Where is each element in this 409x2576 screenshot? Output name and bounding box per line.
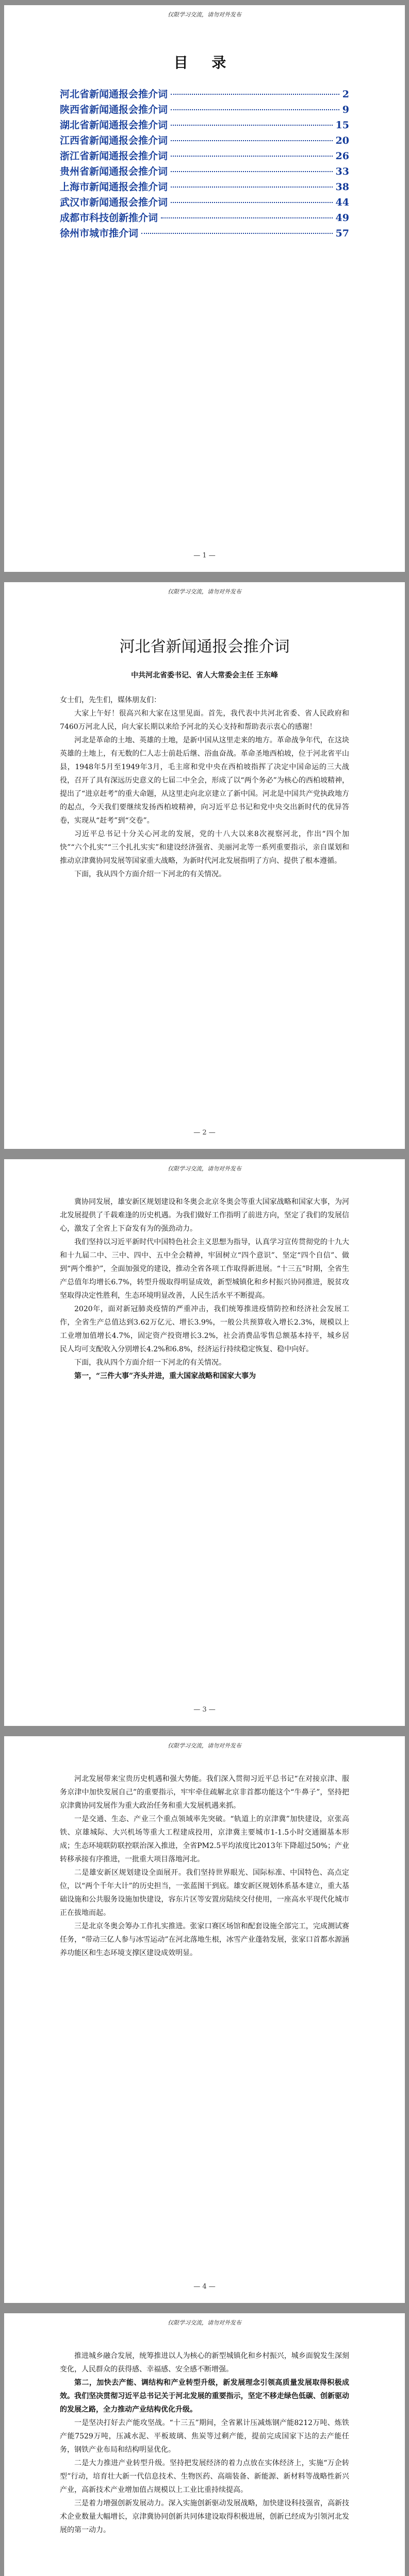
salutation: 女士们，先生们，媒体朋友们： <box>60 696 161 704</box>
toc-item[interactable] <box>60 164 349 179</box>
toc <box>60 36 349 241</box>
toc-item[interactable] <box>60 195 349 210</box>
toc-item-page: 15 <box>335 120 349 131</box>
toc-item-page: 20 <box>335 135 349 146</box>
page-header: 仅限学习交流，请勿对外发布 <box>168 588 241 595</box>
paragraph: 三是北京冬奥会筹办工作扎实推进。张家口赛区场馆和配套设施全部完工，完成测试赛任务，“带动三亿人参与冰雪运动”在河北落地生根，冰雪产业蓬勃发展，张家口首都水源涵养功能区和生态环境支撑区建设成效明显。 <box>60 1922 349 1957</box>
toc-leader-dots <box>171 202 333 203</box>
toc-item-page: 2 <box>342 89 349 100</box>
toc-item[interactable] <box>60 179 349 195</box>
page-2-body <box>60 613 349 881</box>
page-4-body <box>60 1772 349 1960</box>
paragraph: 习近平总书记十分关心河北的发展，党的十八大以来8次视察河北，作出“四个加快”“六个扎实”“三个扎扎实实”和建设经济强省、美丽河北等一系列重要指示，亲自谋划和推动京津冀协同发展等国家重大战略，为新时代河北发展指明了方向、提供了根本遵循。 <box>60 830 349 865</box>
page-1 <box>4 5 405 572</box>
toc-leader-dots <box>171 125 333 126</box>
paragraph: 三是着力增强创新发展动力。深入实施创新驱动发展战略，加快建设科技强省，高新技术企业数量大幅增长，京津冀协同创新共同体建设取得积极进展，创新已经成为引领河北发展的第一动力。 <box>60 2499 349 2534</box>
toc-leader-dots <box>171 156 333 157</box>
toc-leader-dots <box>171 187 333 188</box>
page-3 <box>4 1159 405 1726</box>
paragraph: 河北发展带来宝贵历史机遇和强大势能。我们深入贯彻习近平总书记“在对接京津、服务京津中加快发展自己”的重要指示，牢牢牵住疏解北京非首都功能这个“牛鼻子”，坚持把京津冀协同发展作为重大政治任务和重大发展机遇来抓。 <box>60 1775 349 1810</box>
page-footer: — 2 — <box>193 1129 216 1137</box>
toc-item-page: 57 <box>335 228 349 239</box>
paragraph: 下面，我从四个方面介绍一下河北的有关情况。 <box>74 1359 226 1367</box>
doc-subtitle: 中共河北省委书记、省人大常委会主任 王东峰 <box>131 671 278 680</box>
toc-item-label: 浙江省新闻通报会推介词 <box>60 150 168 162</box>
toc-leader-dots <box>141 233 333 234</box>
paragraph: 2020年，面对新冠肺炎疫情的严重冲击，我们统筹推进疫情防控和经济社会发展工作，全省生产总值达到3.62万亿元、增长3.9%，一般公共预算收入增长2.3%，规模以上工业增加值增长4.7%，固定资产投资增长3.2%，社会消费品零售总额基本持平，城乡居民人均可支配收入分别增长4.2%和6.8%，经济运行持续稳定恢复、稳中向好。 <box>60 1305 349 1353</box>
toc-item-label: 湖北省新闻通报会推介词 <box>60 120 168 131</box>
toc-item[interactable] <box>60 148 349 164</box>
paragraph: 大家上午好！很高兴和大家在这里见面。首先，我代表中共河北省委、省人民政府和7460万河北人民，向大家长期以来给予河北的关心支持和帮助表示衷心的感谢！ <box>60 709 349 731</box>
toc-item-page: 49 <box>335 212 349 224</box>
page-5-body <box>60 2349 349 2537</box>
toc-item-label: 河北省新闻通报会推介词 <box>60 89 168 100</box>
page-4 <box>4 1736 405 2303</box>
toc-item-page: 44 <box>335 197 349 208</box>
page-footer: — 1 — <box>193 552 216 560</box>
toc-item-label: 贵州省新闻通报会推介词 <box>60 166 168 177</box>
page-header: 仅限学习交流，请勿对外发布 <box>168 11 241 18</box>
page-footer: — 3 — <box>193 1706 216 1714</box>
paragraph: 推进城乡融合发展，统筹推进以人为核心的新型城镇化和乡村振兴，城乡面貌发生深刻变化，人民群众的获得感、幸福感、安全感不断增强。 <box>60 2352 349 2374</box>
toc-item[interactable] <box>60 117 349 133</box>
toc-list <box>60 87 349 241</box>
toc-item-label: 成都市科技创新推介词 <box>60 212 158 224</box>
toc-title: 目 录 <box>173 54 236 71</box>
doc-title: 河北省新闻通报会推介词 <box>119 638 290 656</box>
page-header: 仅限学习交流，请勿对外发布 <box>168 2319 241 2326</box>
toc-item-page: 26 <box>335 150 349 162</box>
paragraph: 一是交通、生态、产业三个重点领域率先突破。“轨道上的京津冀”加快建设，京张高铁、京雄城际、大兴机场等重大工程建成投用，京津冀主要城市1-1.5小时交通圈基本形成；生态环境联防联控联治深入推进，全省PM2.5平均浓度比2013年下降超过50%；产业转移承接有序推进，一批重大项目落地河北。 <box>60 1815 349 1863</box>
paragraph: 下面，我从四个方面介绍一下河北的有关情况。 <box>74 870 226 878</box>
page-header: 仅限学习交流，请勿对外发布 <box>168 1742 241 1749</box>
toc-leader-dots <box>171 109 339 110</box>
toc-item-label: 上海市新闻通报会推介词 <box>60 181 168 193</box>
page-5 <box>4 2313 405 2576</box>
toc-item[interactable] <box>60 226 349 241</box>
toc-item-page: 9 <box>342 104 349 115</box>
page-3-body <box>60 1195 349 1383</box>
toc-item-label: 武汉市新闻通报会推介词 <box>60 197 168 208</box>
paragraph: 冀协同发展，雄安新区规划建设和冬奥会北京冬奥会等重大国家战略和国家大事，为河北发展提供了千载难逢的历史机遇。为我们做好工作指明了前进方向，坚定了我们的发展信心，激发了全省上下奋发有为的强劲动力。 <box>60 1198 349 1233</box>
toc-item-page: 33 <box>335 166 349 177</box>
toc-leader-dots <box>171 171 333 172</box>
paragraph: 一是坚决打好去产能攻坚战。“十三五”期间，全省累计压减炼钢产能8212万吨、炼铁产能7529万吨，压减水泥、平板玻璃、焦炭等过剩产能，提前完成国家下达的去产能任务，钢铁产业布局和结构明显优化。 <box>60 2419 349 2454</box>
page-footer: — 4 — <box>193 2283 216 2291</box>
toc-leader-dots <box>161 217 333 218</box>
toc-item[interactable] <box>60 210 349 226</box>
paragraph: 我们坚持以习近平新时代中国特色社会主义思想为指导，认真学习宣传贯彻党的十九大和十九届二中、三中、四中、五中全会精神，牢固树立“四个意识”、坚定“四个自信”、做到“两个维护”，全面加强党的建设，推动全省各项工作取得新进展。“十三五”时期，全省生产总值年均增长6.7%，转型升级取得明显成效，新型城镇化和乡村振兴协同推进，脱贫攻坚取得决定性胜利，生态环境明显改善，人民生活水平不断提高。 <box>60 1238 349 1300</box>
toc-leader-dots <box>171 94 339 95</box>
paragraph: 二是雄安新区规划建设全面展开。我们坚持世界眼光、国际标准、中国特色、高点定位，以“两个千年大计”的历史担当，一张蓝图干到底。雄安新区规划体系基本建立，重大基础设施和公共服务设施加快建设，容东片区等安置房陆续交付使用，一座高水平现代化城市正在拔地而起。 <box>60 1869 349 1917</box>
toc-item[interactable] <box>60 87 349 102</box>
toc-item[interactable] <box>60 133 349 148</box>
toc-item-page: 38 <box>335 181 349 193</box>
paragraph: 二是大力推进产业转型升级。坚持把发展经济的着力点放在实体经济上，实施“万企转型”行动，培育壮大新一代信息技术、生物医药、高端装备、新能源、新材料等战略性新兴产业，高新技术产业增加值占规模以上工业比重持续提高。 <box>60 2459 349 2494</box>
toc-leader-dots <box>171 140 333 141</box>
toc-item-label: 徐州市城市推介词 <box>60 228 139 239</box>
page-2 <box>4 582 405 1149</box>
page-header: 仅限学习交流，请勿对外发布 <box>168 1165 241 1172</box>
toc-item-label: 陕西省新闻通报会推介词 <box>60 104 168 115</box>
section-heading: 第一，“三件大事”齐头并进，重大国家战略和国家大事为 <box>74 1372 256 1380</box>
toc-item-label: 江西省新闻通报会推介词 <box>60 135 168 146</box>
section-heading: 第二，加快去产能、调结构和产业转型升级，新发展理念引领高质量发展取得积极成效。我们坚决贯彻习近平总书记关于河北发展的重要指示，坚定不移走绿色低碳、创新驱动的发展之路，全力推动产业结构优化升级。 <box>60 2379 349 2414</box>
toc-item[interactable] <box>60 102 349 117</box>
paragraph: 河北是革命的土地、英雄的土地，是新中国从这里走来的地方。革命战争年代，在这块英雄的土地上，有无数的仁人志士前赴后继、浴血奋战。革命圣地西柏坡，位于河北省平山县，1948年5月至1949年3月，毛主席和党中央在西柏坡指挥了决定中国命运的三大战役，召开了具有深远历史意义的七届二中全会，形成了以“两个务必”为核心的西柏坡精神，提出了“进京赶考”的重大命题，从这里走向北京建立了新中国。河北是中国共产党执政地方的起点，今天我们要继续发扬西柏坡精神，向习近平总书记和党中央交出新时代的优异答卷，实现从“赶考”到“交卷”。 <box>60 736 349 825</box>
